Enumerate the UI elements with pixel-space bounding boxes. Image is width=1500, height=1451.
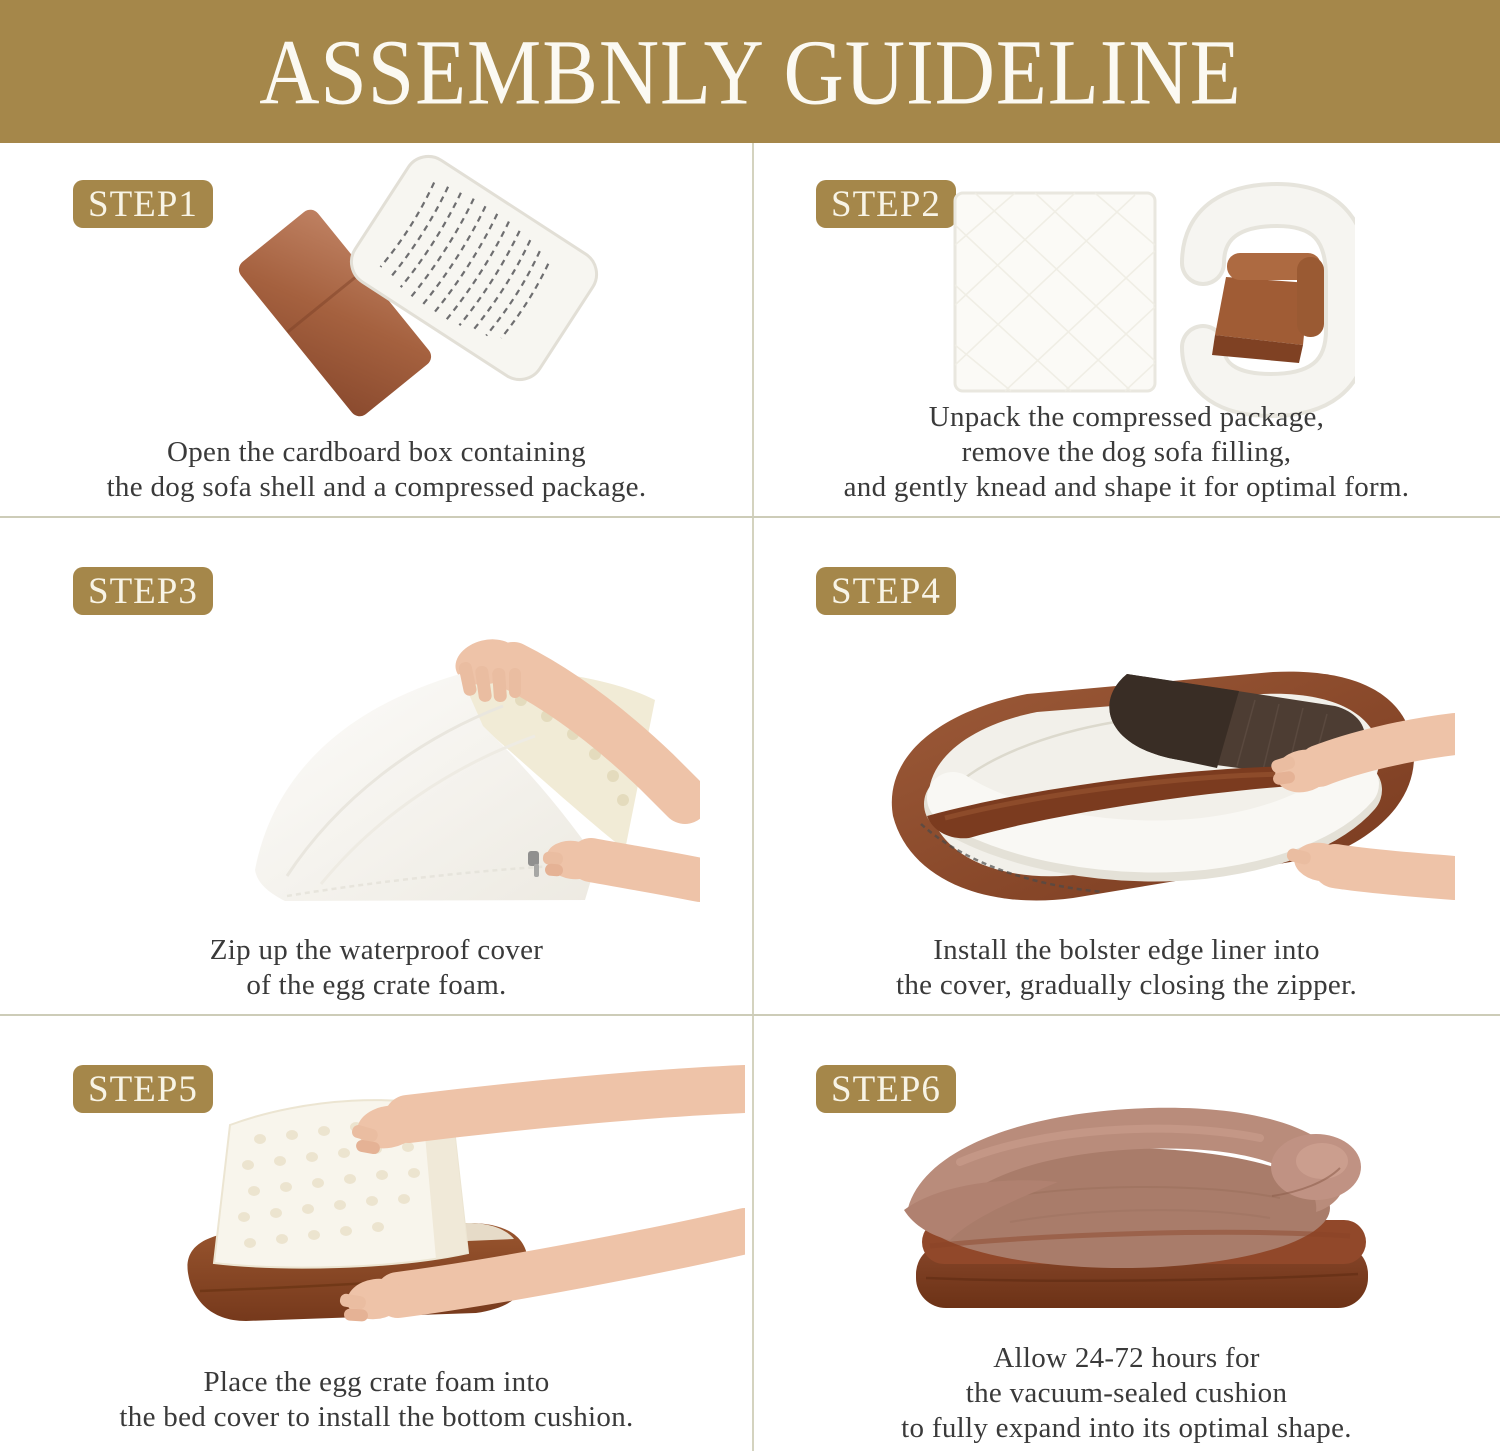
caption-line: Zip up the waterproof cover (209, 934, 544, 966)
caption-line: and gently knead and shape it for optimal form. (843, 471, 1410, 503)
step2-caption (753, 400, 1500, 505)
step3-section (0, 517, 753, 1015)
caption-line: to fully expand into its optimal shape. (901, 1412, 1352, 1444)
step4-section (753, 517, 1500, 1015)
step3-caption (0, 933, 753, 1003)
foam-pad (955, 193, 1155, 391)
step2-section (753, 143, 1500, 517)
step4-photo (835, 618, 1455, 915)
step6-badge: STEP6 (816, 1065, 956, 1113)
step3-badge: STEP3 (73, 567, 213, 615)
step1-badge: STEP1 (73, 180, 213, 228)
step6-photo (870, 1050, 1410, 1350)
step6-section (753, 1015, 1500, 1451)
caption-line: Allow 24-72 hours for (993, 1342, 1260, 1374)
step1-photo (205, 150, 680, 435)
caption-line: Place the egg crate foam into (203, 1366, 550, 1398)
caption-line: of the egg crate foam. (246, 969, 507, 1001)
step4-badge: STEP4 (816, 567, 956, 615)
caption-line: the cover, gradually closing the zipper. (896, 969, 1357, 1001)
step3-photo (225, 608, 700, 905)
page-title: ASSEMBNLY GUIDELINE (258, 19, 1242, 124)
title-banner (0, 0, 1500, 143)
caption-line: Open the cardboard box containing (167, 436, 586, 468)
lower-arm (1286, 839, 1455, 886)
step5-photo (170, 1055, 745, 1355)
step5-caption (0, 1365, 753, 1435)
caption-line: the vacuum-sealed cushion (965, 1377, 1288, 1409)
mini-sofa-shell (1212, 253, 1324, 363)
caption-line: the bed cover to install the bottom cushion. (119, 1401, 634, 1433)
step2-badge: STEP2 (816, 180, 956, 228)
step2-photo (945, 165, 1355, 420)
step4-caption (753, 933, 1500, 1003)
step1-section (0, 143, 753, 517)
step1-caption (0, 435, 753, 505)
caption-line: remove the dog sofa filling, (961, 436, 1292, 468)
step5-section (0, 1015, 753, 1451)
step5-badge: STEP5 (73, 1065, 213, 1113)
caption-line: Unpack the compressed package, (928, 401, 1325, 433)
caption-line: Install the bolster edge liner into (933, 934, 1320, 966)
caption-line: the dog sofa shell and a compressed package. (106, 471, 647, 503)
step6-caption (753, 1341, 1500, 1446)
